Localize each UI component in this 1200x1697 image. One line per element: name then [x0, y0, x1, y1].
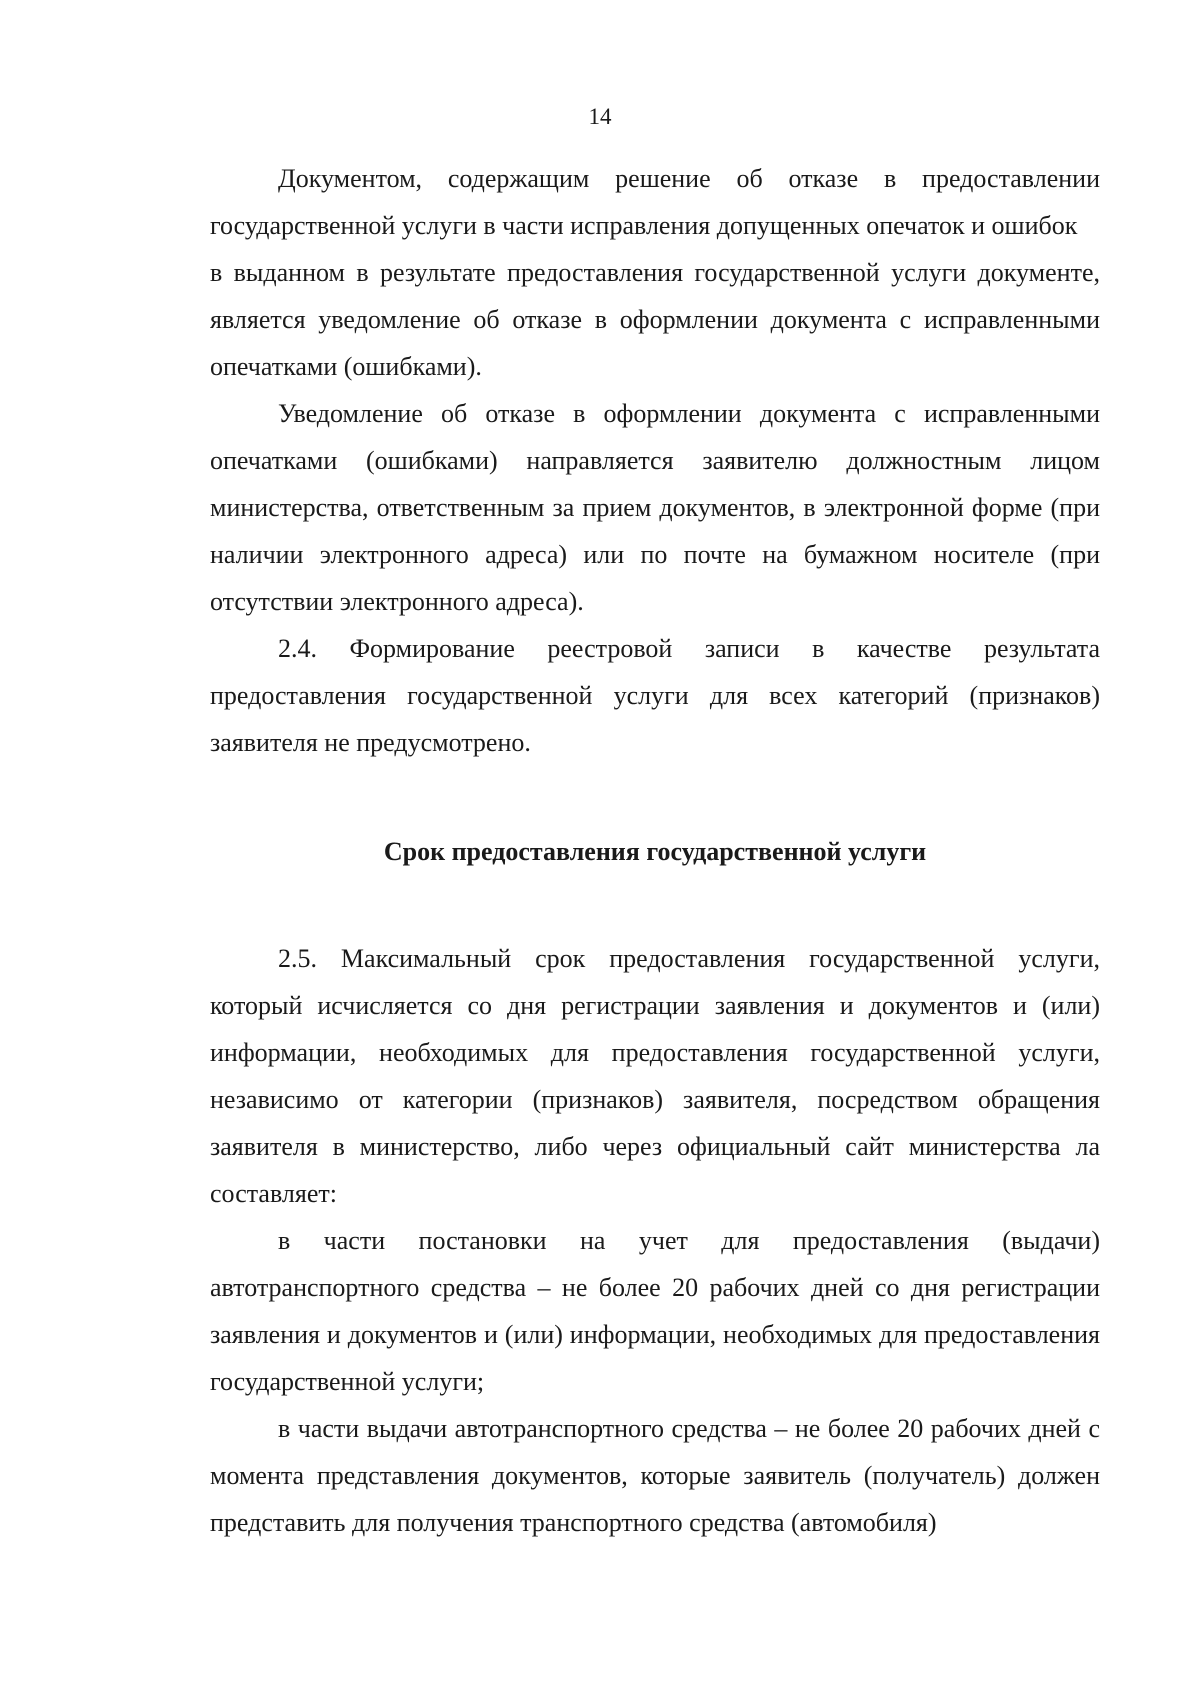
- document-body: [210, 155, 1100, 1546]
- paragraph-registration-term: в части постановки на учет для предоставления (выдачи) автотранспортного средства – не более 20 рабочих дней со дня регистрации заявления и документов и (или) информации, необходимых для предоставления государственной услуги;: [210, 1226, 1100, 1396]
- paragraph-refusal-notification: Уведомление об отказе в оформлении документа с исправленными опечатками (ошибками) направляется заявителю должностным лицом министерства, ответственным за прием документов, в электронной форме (при наличии электронного адреса) или по почте на бумажном носителе (при отсутствии электронного адреса).: [210, 399, 1100, 616]
- page-number: 14: [588, 104, 612, 129]
- section-heading: Срок предоставления государственной услуги: [383, 837, 927, 866]
- paragraph-2-4: 2.4. Формирование реестровой записи в качестве результата предоставления государственной услуги для всех категорий (признаков) заявителя не предусмотрено.: [210, 634, 1100, 757]
- paragraph-2-5: 2.5. Максимальный срок предоставления государственной услуги, который исчисляется со дня регистрации заявления и документов и (или) информации, необходимых для предоставления государственной услуги, независимо от категории (признаков) заявителя, посредством обращения заявителя в министерство, либо через официальный сайт министерства ла составляет:: [210, 944, 1100, 1208]
- paragraph-refusal-document: Документом, содержащим решение об отказе в предоставлении государственной услуги в части исправления допущенных опечаток и ошибок: [210, 164, 1100, 240]
- paragraph-issuance-term: в части выдачи автотранспортного средства – не более 20 рабочих дней с момента представления документов, которые заявитель (получатель) должен представить для получения транспортного средства (автомобиля): [210, 1414, 1100, 1537]
- paragraph-refusal-document-continued: в выданном в результате предоставления государственной услуги документе, является уведомление об отказе в оформлении документа с исправленными опечатками (ошибками).: [210, 258, 1100, 381]
